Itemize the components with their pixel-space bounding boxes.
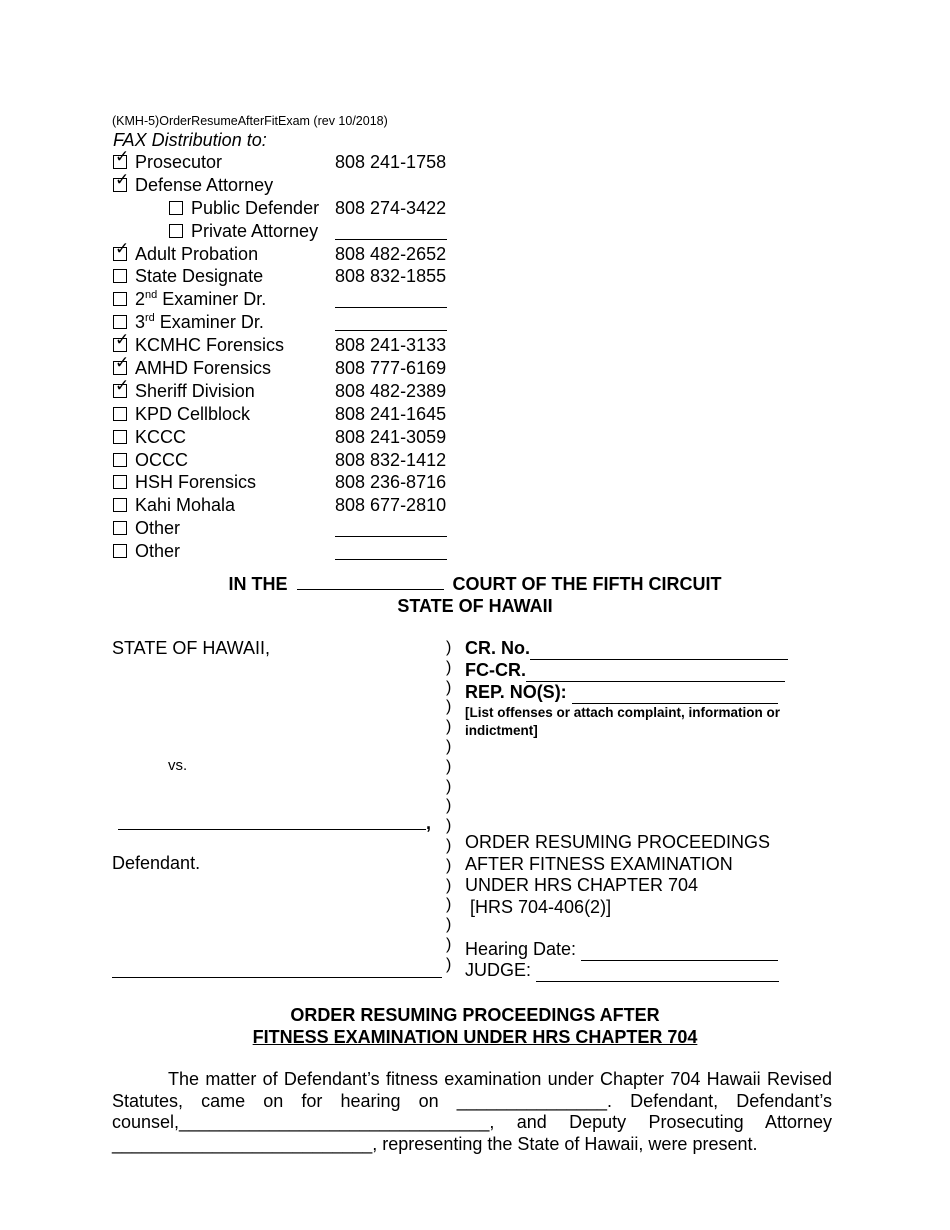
fax-distribution-list (113, 147, 473, 563)
fax-recipient-label: State Designate (135, 266, 264, 287)
fax-recipient-row (113, 238, 473, 266)
fax-recipient-row (113, 311, 473, 334)
defendant-comma: , (426, 813, 432, 833)
order-title-line2-text: FITNESS EXAMINATION UNDER HRS CHAPTER 704 (252, 1027, 698, 1047)
caption-divider (446, 638, 451, 975)
fax-number-blank[interactable] (335, 559, 447, 560)
fax-recipient-label: HSH Forensics (135, 472, 257, 493)
checkmark-icon: ✓ (115, 330, 130, 350)
caption-paren: ) (446, 777, 452, 795)
cr-no-field[interactable] (530, 638, 788, 660)
checkbox-icon[interactable] (169, 224, 183, 238)
checkbox-icon[interactable] (113, 453, 127, 467)
fax-number-blank[interactable] (335, 307, 447, 308)
fax-recipient-label: AMHD Forensics (135, 358, 272, 379)
fax-recipient-label: Kahi Mohala (135, 495, 236, 516)
checkmark-icon: ✓ (115, 353, 130, 373)
fax-recipient-label: Public Defender (191, 197, 320, 218)
court-prefix: IN THE (228, 574, 288, 594)
fax-recipient-label: KCCC (135, 426, 187, 447)
checkbox-icon[interactable] (113, 315, 127, 329)
hearing-date-label: Hearing Date: (465, 939, 577, 959)
fax-recipient-row (113, 265, 473, 288)
court-title-line1 (0, 573, 950, 595)
fax-number: 808 274-3422 (335, 197, 447, 218)
fax-recipient-row (113, 449, 473, 472)
fax-number: 808 777-6169 (335, 358, 447, 379)
fax-number: 808 482-2389 (335, 380, 447, 401)
caption-title-line: UNDER HRS CHAPTER 704 (465, 875, 699, 896)
fax-recipient-row (113, 375, 473, 403)
order-title-line2 (0, 1026, 950, 1048)
caption-order-title (465, 832, 770, 918)
checkmark-icon: ✓ (115, 147, 130, 166)
fax-recipient-row (113, 147, 473, 174)
checkbox-icon[interactable] (113, 292, 127, 306)
fax-recipient-row (113, 540, 473, 563)
caption-paren: ) (446, 896, 452, 914)
checkbox-icon[interactable] (113, 498, 127, 512)
caption-paren: ) (446, 718, 452, 736)
caption-title-line: AFTER FITNESS EXAMINATION (465, 853, 733, 874)
fax-recipient-row (113, 494, 473, 517)
caption-paren: ) (446, 916, 452, 934)
caption-paren: ) (446, 658, 452, 676)
fax-number: 808 241-1758 (335, 152, 447, 172)
fax-recipient-label: 3rd Examiner Dr. (135, 312, 264, 333)
caption-paren: ) (446, 698, 452, 716)
vs-label: vs. (168, 757, 188, 774)
fax-number: 808 832-1412 (335, 449, 447, 470)
fax-recipient-row (113, 471, 473, 494)
caption-paren: ) (446, 757, 452, 775)
checkbox-icon[interactable] (113, 544, 127, 558)
checkmark-icon: ✓ (115, 238, 130, 258)
court-title-line2: STATE OF HAWAII (397, 596, 553, 616)
caption-paren: ) (446, 856, 452, 874)
judge-label: JUDGE: (465, 960, 532, 980)
fax-number: 808 241-1645 (335, 403, 447, 424)
fax-number-blank[interactable] (335, 239, 447, 240)
fax-recipient-row (113, 330, 473, 357)
checkbox-checked-icon[interactable] (113, 353, 130, 375)
caption-paren: ) (446, 955, 452, 973)
defendant-name-blank[interactable] (118, 829, 426, 830)
body-paragraph (112, 1069, 832, 1155)
fax-number: 808 241-3133 (335, 335, 447, 356)
hearing-date-line (465, 939, 778, 961)
rep-no-label: REP. NO(S): (465, 682, 567, 702)
judge-line (465, 960, 779, 982)
caption-title-line: [HRS 704-406(2)] (465, 896, 612, 917)
list-offenses-note: [List offenses or attach complaint, information or indictment] (465, 705, 781, 738)
fax-number: 808 677-2810 (335, 495, 447, 516)
fax-recipient-row (113, 288, 473, 311)
fax-recipient-row (113, 169, 473, 197)
checkbox-icon[interactable] (113, 475, 127, 489)
caption-paren: ) (446, 639, 452, 656)
fax-recipient-label: 2nd Examiner Dr. (135, 289, 267, 310)
court-name-blank[interactable] (297, 589, 444, 590)
checkmark-icon: ✓ (115, 169, 130, 189)
checkbox-icon[interactable] (169, 201, 183, 215)
body-paragraph-text: The matter of Defendant’s fitness examination under Chapter 704 Hawaii Revised Statutes, came on for hearing on _______________. Defendant, Defendant’s counsel,_______________________________, and Deputy Prosecuting Attorney __________________________, representing the State of Hawaii, were present. (112, 1069, 832, 1154)
fc-cr-field[interactable] (526, 660, 785, 682)
rep-no-line (465, 682, 778, 704)
fax-recipient-label: KCMHC Forensics (135, 335, 285, 356)
fax-recipient-label: Other (135, 518, 181, 539)
caption-paren: ) (446, 678, 452, 696)
fax-recipient-row (113, 353, 473, 380)
court-suffix: COURT OF THE FIFTH CIRCUIT (452, 574, 722, 594)
checkbox-checked-icon[interactable] (113, 169, 130, 192)
fax-recipient-label: Defense Attorney (135, 174, 274, 195)
caption-paren: ) (446, 817, 452, 835)
caption-paren: ) (446, 836, 452, 854)
plaintiff-name: STATE OF HAWAII, (112, 638, 271, 658)
caption-paren: ) (446, 797, 452, 815)
form-id: (KMH-5)OrderResumeAfterFitExam (rev 10/2018) (112, 114, 388, 128)
fax-distribution-heading: FAX Distribution to: (113, 130, 267, 150)
rep-no-field[interactable] (572, 682, 778, 704)
fax-recipient-label: Prosecutor (135, 152, 223, 172)
defendant-label: Defendant. (112, 853, 201, 873)
caption-title-line: ORDER RESUMING PROCEEDINGS (465, 832, 771, 852)
checkbox-icon[interactable] (113, 521, 127, 535)
fax-recipient-label: Private Attorney (191, 220, 319, 241)
checkbox-icon[interactable] (113, 407, 127, 421)
caption-bottom-line (112, 977, 442, 978)
caption-paren: ) (446, 737, 452, 755)
fc-cr-label: FC-CR. (465, 660, 526, 680)
fax-number: 808 236-8716 (335, 472, 447, 493)
fc-cr-line (465, 660, 785, 682)
checkbox-checked-icon[interactable] (113, 238, 130, 261)
fax-recipient-row (113, 220, 473, 243)
fax-recipient-row (113, 426, 473, 449)
fax-number: 808 482-2652 (335, 243, 447, 264)
cr-number-line (465, 638, 788, 660)
fax-number: 808 241-3059 (335, 426, 447, 447)
fax-recipient-label: Adult Probation (135, 243, 259, 264)
checkmark-icon: ✓ (115, 375, 130, 395)
fax-recipient-label: KPD Cellblock (135, 403, 251, 424)
fax-recipient-label: Other (135, 541, 181, 562)
hearing-date-field[interactable] (581, 939, 778, 961)
order-title-line1: ORDER RESUMING PROCEEDINGS AFTER (290, 1005, 660, 1025)
fax-number: 808 832-1855 (335, 266, 447, 287)
caption-paren: ) (446, 935, 452, 953)
fax-recipient-row (113, 403, 473, 426)
fax-recipient-row (113, 517, 473, 540)
checkbox-checked-icon[interactable] (113, 375, 130, 398)
fax-recipient-row (113, 197, 473, 220)
fax-recipient-label: OCCC (135, 449, 188, 470)
cr-no-label: CR. No. (465, 638, 530, 658)
checkbox-checked-icon[interactable] (113, 330, 130, 352)
checkbox-checked-icon[interactable] (113, 147, 130, 169)
fax-number-blank[interactable] (335, 536, 447, 537)
checkbox-icon[interactable] (113, 269, 127, 283)
checkbox-icon[interactable] (113, 430, 127, 444)
fax-recipient-label: Sheriff Division (135, 380, 255, 401)
judge-field[interactable] (536, 960, 779, 982)
caption-paren: ) (446, 876, 452, 894)
fax-number-blank[interactable] (335, 330, 447, 331)
